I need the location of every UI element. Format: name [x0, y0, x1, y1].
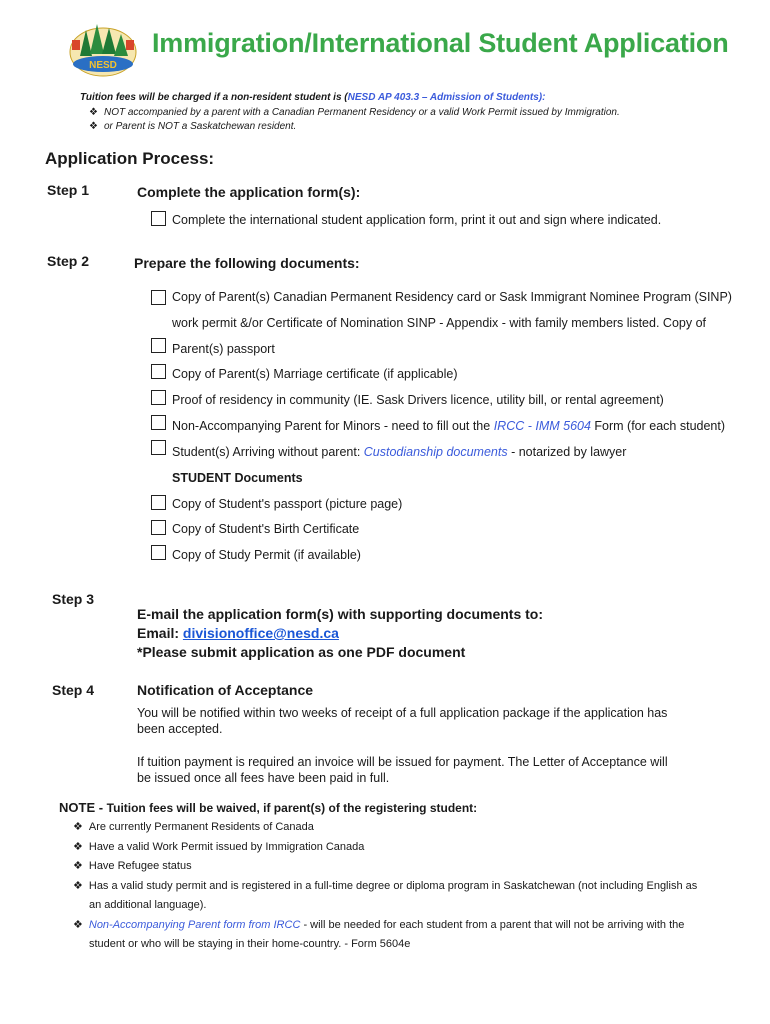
checklist-item-cont: Parent(s) passport: [172, 342, 275, 356]
tuition-bullet: ❖ NOT accompanied by a parent with a Canadian Permanent Residency or a valid Work Permit issued by Immigration.: [89, 107, 620, 118]
checkbox[interactable]: [151, 390, 166, 405]
diamond-bullet-icon: ❖: [73, 880, 83, 892]
checklist-item: Copy of Parent(s) Marriage certificate (if applicable): [172, 367, 458, 381]
step-4-label: Step 4: [52, 682, 95, 698]
note-item-cont: an additional language).: [89, 899, 207, 911]
step-1-heading: Complete the application form(s):: [137, 184, 361, 200]
policy-reference: NESD AP 403.3 – Admission of Students):: [347, 92, 546, 103]
checklist-item: Student(s) Arriving without parent: Custodianship documents - notarized by lawyer: [172, 445, 627, 459]
payment-paragraph: If tuition payment is required an invoice will be issued for payment. The Letter of Acceptance will be issued once all fees have been paid in full.: [137, 755, 668, 785]
checklist-item: Complete the international student application form, print it out and sign where indicated.: [172, 213, 662, 227]
custodianship-link[interactable]: Custodianship documents: [363, 445, 508, 459]
imm5604-link[interactable]: IRCC - IMM 5604: [493, 419, 591, 433]
checklist-item: Non-Accompanying Parent for Minors - need to fill out the IRCC - IMM 5604 Form (for each student): [172, 419, 726, 433]
note-heading: NOTE - Tuition fees will be waived, if parent(s) of the registering student:: [59, 800, 478, 815]
note-item-cont: student or who will be staying in their home-country. - Form 5604e: [89, 938, 411, 950]
checklist-item: Copy of Student's Birth Certificate: [172, 522, 360, 536]
student-documents-heading: STUDENT Documents: [172, 471, 303, 485]
diamond-bullet-icon: ❖: [89, 107, 98, 118]
tuition-intro: Tuition fees will be charged if a non-resident student is (NESD AP 403.3 – Admission of Students):: [80, 92, 546, 103]
diamond-bullet-icon: ❖: [89, 121, 98, 132]
diamond-bullet-icon: ❖: [73, 841, 83, 853]
step-4-heading: Notification of Acceptance: [137, 682, 314, 698]
checkbox[interactable]: [151, 415, 166, 430]
note-item: ❖ Are currently Permanent Residents of Canada: [73, 821, 314, 833]
checkbox[interactable]: [151, 211, 166, 226]
diamond-bullet-icon: ❖: [73, 919, 83, 931]
checklist-item: Copy of Parent(s) Canadian Permanent Residency card or Sask Immigrant Nominee Program (SINP): [172, 290, 732, 304]
step-3-block: E-mail the application form(s) with supporting documents to: Email: divisionoffice@nesd.ca *Please submit application as one PDF document: [137, 606, 543, 660]
svg-text:NESD: NESD: [89, 60, 117, 71]
checkbox[interactable]: [151, 495, 166, 510]
tuition-bullet: ❖ or Parent is NOT a Saskatchewan resident.: [89, 121, 297, 132]
note-item: ❖ Has a valid study permit and is registered in a full-time degree or diploma program in Saskatchewan (not including English as: [73, 880, 698, 892]
step-2-label: Step 2: [47, 253, 90, 269]
page-title: Immigration/International Student Application: [152, 28, 729, 58]
note-item: ❖ Non-Accompanying Parent form from IRCC - will be needed for each student from a parent that will not be arriving with the: [73, 919, 685, 931]
diamond-bullet-icon: ❖: [73, 821, 83, 833]
note-item: ❖ Have a valid Work Permit issued by Immigration Canada: [73, 841, 365, 853]
checkbox[interactable]: [151, 290, 166, 305]
non-accompanying-form-link[interactable]: Non-Accompanying Parent form from IRCC: [88, 919, 301, 931]
checkbox[interactable]: [151, 338, 166, 353]
email-link[interactable]: divisionoffice@nesd.ca: [182, 625, 339, 641]
checkbox[interactable]: [151, 520, 166, 535]
step-3-label: Step 3: [52, 591, 95, 607]
checklist-item: Proof of residency in community (IE. Sask Drivers licence, utility bill, or rental agreement): [172, 393, 664, 407]
diamond-bullet-icon: ❖: [73, 860, 83, 872]
note-item: ❖ Have Refugee status: [73, 860, 192, 872]
step-1-label: Step 1: [47, 182, 90, 198]
checkbox[interactable]: [151, 545, 166, 560]
checkbox[interactable]: [151, 440, 166, 455]
step-2-heading: Prepare the following documents:: [134, 255, 360, 271]
nesd-logo: [66, 18, 140, 80]
checklist-item: Copy of Study Permit (if available): [172, 548, 361, 562]
checkbox[interactable]: [151, 364, 166, 379]
notification-paragraph: You will be notified within two weeks of receipt of a full application package if the application has been accepted.: [137, 706, 668, 736]
checklist-item-cont: work permit &/or Certificate of Nomination SINP - Appendix - with family members listed. Copy of: [172, 316, 706, 330]
checklist-item: Copy of Student's passport (picture page): [172, 497, 403, 511]
section-heading: Application Process:: [45, 149, 215, 168]
